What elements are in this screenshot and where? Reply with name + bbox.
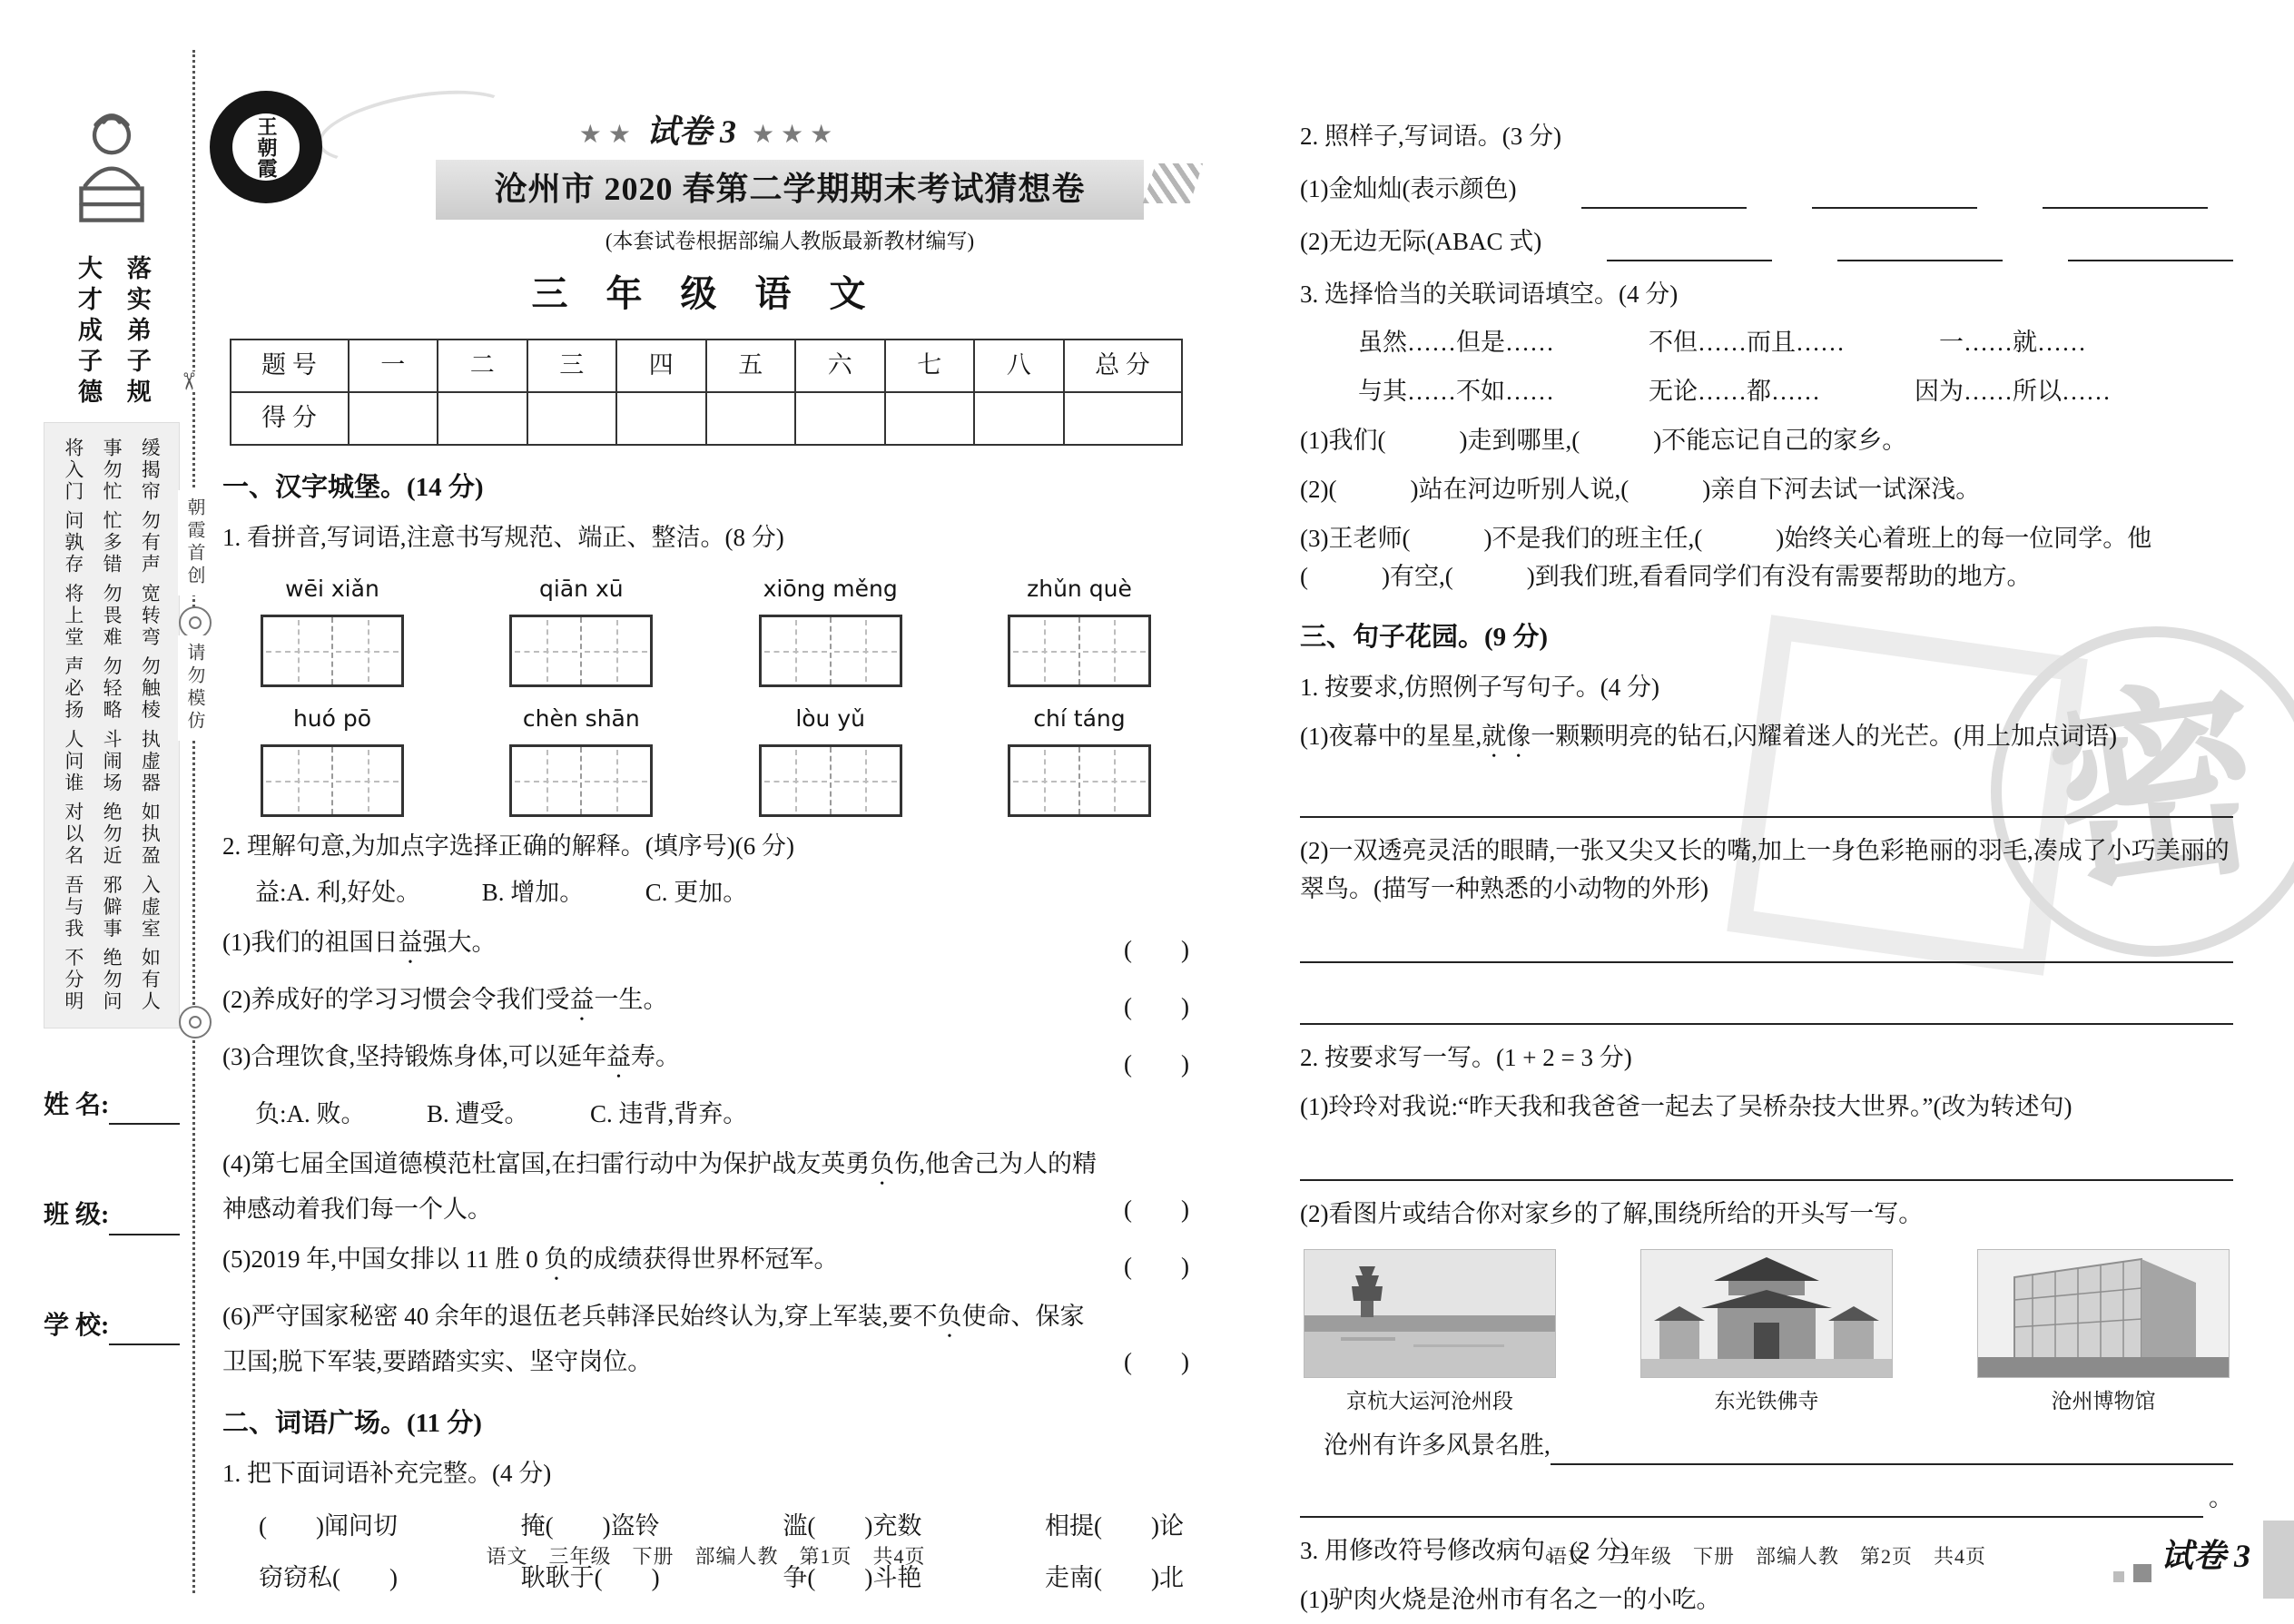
page1-footer: 语文 三年级 下册 部编人教 第1页 共4页 bbox=[486, 1545, 926, 1568]
answer-blank[interactable] bbox=[1837, 229, 2003, 261]
ornament-icon bbox=[179, 606, 212, 639]
badge-stars-left: ★ ★ bbox=[578, 121, 631, 149]
score-cell[interactable] bbox=[616, 392, 706, 445]
writing-grid bbox=[509, 744, 653, 817]
school-input-line[interactable] bbox=[109, 1313, 180, 1345]
writing-grid bbox=[759, 615, 902, 687]
pinyin-group bbox=[261, 702, 404, 817]
school-field bbox=[44, 1306, 180, 1345]
pinyin-label: lòu yǔ bbox=[795, 704, 865, 732]
exam-title: 沧州市 2020 春第二学期期末考试猜想卷 bbox=[494, 170, 1086, 207]
question-text: 3. 用修改符号修改病句。(2 分) bbox=[1300, 1536, 1629, 1564]
badge-label: 试卷 3 bbox=[645, 113, 736, 150]
grid-cell[interactable] bbox=[1078, 747, 1148, 814]
item-text: (4)第七届全国道德模范杜富国,在扫雷行动中为保护战友英勇负伤,他舍己为人的精神感动着我们每一个人。 bbox=[222, 1150, 1097, 1224]
pinyin-group bbox=[1008, 702, 1151, 817]
question-text: 1. 看拼音,写词语,注意书写规范、端正、整洁。(8 分) bbox=[222, 524, 784, 552]
pinyin-label: xiōng měng bbox=[763, 576, 898, 603]
ornament-icon bbox=[179, 1006, 212, 1038]
pinyin-label: wēi xiǎn bbox=[285, 576, 379, 603]
blank-fill-line bbox=[1300, 223, 2233, 261]
boy-illustration bbox=[44, 109, 180, 248]
pinyin-group bbox=[759, 572, 902, 687]
exam-subtitle: (本套试卷根据部编人教版最新教材编写) bbox=[605, 229, 975, 252]
score-header-cell: 总 分 bbox=[1064, 340, 1182, 392]
writing-grid bbox=[1008, 615, 1151, 687]
grid-cell[interactable] bbox=[512, 747, 580, 814]
corner-label: 试卷 3 bbox=[2160, 1538, 2250, 1575]
score-header-cell: 一 bbox=[349, 340, 438, 392]
pinyin-group bbox=[1008, 572, 1151, 687]
score-table-header-row bbox=[231, 340, 1182, 392]
item-text: (3)合理饮食,坚持锻炼身体,可以延年益寿。 bbox=[222, 1043, 680, 1071]
photo-caption: 东光铁佛寺 bbox=[1714, 1390, 1819, 1413]
grid-cell[interactable] bbox=[331, 747, 401, 814]
conjunction-options bbox=[1300, 373, 2233, 411]
score-cell[interactable] bbox=[706, 392, 796, 445]
hometown-photos bbox=[1300, 1249, 2233, 1418]
exercise-item bbox=[222, 1298, 1189, 1382]
item-text: (1)我们的祖国日益强大。 bbox=[222, 929, 497, 957]
word-completion-row bbox=[222, 1501, 1189, 1553]
section2-heading: 二、词语广场。(11 分) bbox=[222, 1408, 482, 1438]
bracket-answer[interactable]: ( ) bbox=[1124, 993, 1189, 1021]
word-item[interactable]: 窃窃私( ) bbox=[259, 1564, 398, 1592]
question-text: 1. 按要求,仿照例子写句子。(4 分) bbox=[1300, 674, 1659, 702]
section3-heading: 三、句子花园。(9 分) bbox=[1300, 623, 1549, 653]
corner-square-small bbox=[2113, 1571, 2124, 1582]
grid-cell[interactable] bbox=[331, 617, 401, 684]
logo-text: 王朝霞 bbox=[255, 115, 279, 179]
pinyin-row-1 bbox=[222, 572, 1189, 687]
item-text: (5)2019 年,中国女排以 11 胜 0 负的成绩获得世界杯冠军。 bbox=[222, 1245, 839, 1273]
class-label: 班 级: bbox=[44, 1201, 110, 1230]
question-text: 1. 把下面词语补充完整。(4 分) bbox=[222, 1459, 552, 1487]
grid-cell[interactable] bbox=[263, 617, 331, 684]
grid-cell[interactable] bbox=[263, 747, 331, 814]
item-text: (1)金灿灿(表示颜色) bbox=[1300, 174, 1517, 202]
score-cell[interactable] bbox=[349, 392, 438, 445]
conjunction-options bbox=[1300, 324, 2233, 362]
grid-cell[interactable] bbox=[762, 617, 830, 684]
option: 不但……而且…… bbox=[1649, 329, 1845, 357]
sidebar bbox=[44, 109, 180, 1029]
score-cell[interactable] bbox=[974, 392, 1064, 445]
score-cell[interactable] bbox=[795, 392, 885, 445]
grid-cell[interactable] bbox=[580, 617, 650, 684]
word-completion-row bbox=[222, 1552, 1189, 1605]
score-header-cell: 题 号 bbox=[231, 340, 349, 392]
class-input-line[interactable] bbox=[109, 1203, 180, 1235]
pinyin-group bbox=[759, 702, 902, 817]
item-text: (6)严守国家秘密 40 余年的退伍老兵韩泽民始终认为,穿上军装,要不负使命、保家卫国;脱下军装,要踏踏实实、坚守岗位。 bbox=[222, 1302, 1085, 1375]
answer-line[interactable] bbox=[1300, 978, 2233, 1025]
word-item[interactable]: 掩( )盗铃 bbox=[520, 1511, 660, 1540]
motto-line: 大才成子德 bbox=[74, 254, 102, 409]
item-text: (2)养成好的学习习惯会令我们受益一生。 bbox=[222, 986, 668, 1014]
watermark-char: 密 bbox=[2036, 661, 2276, 920]
period-mark: 。 bbox=[2209, 1484, 2233, 1512]
pinyin-group bbox=[509, 702, 653, 817]
rules-column: 缓揭帘 勿有声 宽转弯 勿触棱 执虚器 如执盈 入虚室 如有人 bbox=[139, 437, 162, 1013]
word-item[interactable]: 走南( )北 bbox=[1045, 1564, 1184, 1592]
photo-temple bbox=[1640, 1249, 1893, 1418]
writing-grid bbox=[509, 615, 653, 687]
exercise-item bbox=[222, 981, 1189, 1027]
exercise-item: (1)我们( )走到哪里,( )不能忘记自己的家乡。 bbox=[1300, 427, 1907, 455]
question-text: 2. 理解句意,为加点字选择正确的解释。(填序号)(6 分) bbox=[222, 832, 794, 860]
exercise-item: (2)( )站在河边听别人说,( )亲自下河去试一试深浅。 bbox=[1300, 475, 1981, 503]
vertical-note-2: 请勿模仿 bbox=[178, 635, 210, 741]
bracket-answer[interactable]: ( ) bbox=[1124, 1196, 1189, 1224]
score-header-cell: 四 bbox=[616, 340, 706, 392]
writing-grid bbox=[261, 615, 404, 687]
exercise-item: (2)看图片或结合你对家乡的了解,围绕所给的开头写一写。 bbox=[1300, 1199, 1924, 1227]
option: 一……就…… bbox=[1939, 329, 2086, 357]
exercise-item: (1)驴肉火烧是沧州市有名之一的小吃。 bbox=[1300, 1585, 1721, 1613]
option: 因为……所以…… bbox=[1915, 378, 2111, 406]
answer-blank[interactable] bbox=[1607, 229, 1772, 261]
grid-cell[interactable] bbox=[830, 747, 900, 814]
score-header-cell: 二 bbox=[438, 340, 527, 392]
pinyin-group bbox=[509, 572, 653, 687]
prompt-text: 沧州有许多风景名胜, bbox=[1324, 1432, 1551, 1460]
scissors-icon: ✂ bbox=[170, 371, 206, 391]
fold-dotted-line bbox=[192, 50, 195, 1593]
answer-line[interactable] bbox=[1551, 1432, 2233, 1465]
word-item[interactable]: 耿耿于( ) bbox=[520, 1564, 660, 1592]
word-item[interactable]: ( )闻问切 bbox=[259, 1511, 398, 1540]
name-input-line[interactable] bbox=[109, 1092, 180, 1125]
answer-blank[interactable] bbox=[2068, 229, 2233, 261]
photo-caption: 京杭大运河沧州段 bbox=[1346, 1390, 1513, 1413]
name-field bbox=[44, 1086, 180, 1125]
corner-square-large bbox=[2133, 1564, 2151, 1582]
exam-title-band bbox=[436, 160, 1144, 220]
answer-blank[interactable] bbox=[1581, 176, 1747, 209]
exercise-item: (2)一双透亮灵活的眼睛,一张又尖又长的嘴,加上一身色彩艳丽的羽毛,凑成了小巧美丽的翠鸟。(描写一种熟悉的小动物的外形) bbox=[1300, 837, 2230, 903]
grid-cell[interactable] bbox=[1010, 747, 1078, 814]
answer-blank[interactable] bbox=[2043, 176, 2208, 209]
writing-grid bbox=[261, 744, 404, 817]
answer-line[interactable] bbox=[1300, 916, 2233, 963]
hatch-decoration bbox=[1143, 163, 1203, 203]
option-line: 益:A. 利,好处。 B. 增加。 C. 更加。 bbox=[255, 879, 748, 907]
score-cell[interactable] bbox=[438, 392, 527, 445]
corner-label-group bbox=[2113, 1531, 2250, 1582]
canal-photo-image bbox=[1304, 1249, 1556, 1378]
temple-photo-image bbox=[1640, 1249, 1893, 1378]
exercise-item: (3)王老师( )不是我们的班主任,( )始终关心着班上的每一位同学。他( )有空,( )到我们班,看看同学们有没有需要帮助的地方。 bbox=[1300, 524, 2152, 590]
exercise-item bbox=[222, 1038, 1189, 1084]
school-label: 学 校: bbox=[44, 1311, 110, 1340]
pinyin-group bbox=[261, 572, 404, 687]
grid-cell[interactable] bbox=[512, 617, 580, 684]
score-cell[interactable] bbox=[527, 392, 617, 445]
prompt-line bbox=[1300, 1427, 2233, 1465]
photo-museum bbox=[1977, 1249, 2230, 1418]
pinyin-row-2 bbox=[222, 702, 1189, 817]
score-table-score-row bbox=[231, 392, 1182, 445]
word-item[interactable]: 争( )斗艳 bbox=[783, 1564, 922, 1592]
option-line: 负:A. 败。 B. 遭受。 C. 违背,背弃。 bbox=[255, 1100, 748, 1128]
museum-photo-image bbox=[1977, 1249, 2230, 1378]
question-text: 2. 按要求写一写。(1 + 2 = 3 分) bbox=[1300, 1043, 1632, 1071]
option: 无论……都…… bbox=[1649, 378, 1820, 406]
word-item[interactable]: 相提( )论 bbox=[1045, 1511, 1184, 1540]
writing-grid bbox=[759, 744, 902, 817]
bracket-answer[interactable]: ( ) bbox=[1124, 1347, 1189, 1375]
exercise-item bbox=[222, 1146, 1189, 1229]
score-cell[interactable] bbox=[885, 392, 975, 445]
answer-blank[interactable] bbox=[1812, 176, 1977, 209]
score-table bbox=[230, 339, 1183, 446]
score-header-cell: 八 bbox=[974, 340, 1064, 392]
question-text: 3. 选择恰当的关联词语填空。(4 分) bbox=[1300, 280, 1679, 308]
wangzhaoxia-logo bbox=[210, 91, 322, 203]
page2-footer: 语文 三年级 下册 部编人教 第2页 共4页 bbox=[1546, 1545, 1986, 1568]
motto-line: 落实弟子规 bbox=[123, 254, 151, 409]
word-item[interactable]: 滥( )充数 bbox=[783, 1511, 922, 1540]
rules-column: 事勿忙 忙多错 勿畏难 勿轻略 斗闹场 绝勿近 邪僻事 绝勿问 bbox=[101, 437, 123, 1013]
pinyin-label: huó pō bbox=[292, 704, 372, 732]
grid-cell[interactable] bbox=[580, 747, 650, 814]
option: 与其……不如…… bbox=[1358, 378, 1554, 406]
class-field bbox=[44, 1196, 180, 1235]
blank-fill-line bbox=[1300, 171, 2233, 209]
subject-title: 三 年 级 语 文 bbox=[531, 273, 881, 315]
score-header-cell: 五 bbox=[706, 340, 796, 392]
motto bbox=[44, 255, 180, 409]
photo-caption: 沧州博物馆 bbox=[2051, 1390, 2156, 1413]
exercise-item: (1)玲玲对我说:“昨天我和我爸爸一起去了吴桥杂技大世界。”(改为转述句) bbox=[1300, 1092, 2072, 1120]
exercise-item bbox=[222, 924, 1189, 969]
answer-line[interactable] bbox=[1300, 1471, 2203, 1518]
grid-cell[interactable] bbox=[1078, 617, 1148, 684]
pinyin-label: chèn shān bbox=[522, 704, 640, 732]
page-1 bbox=[222, 107, 1189, 1605]
option: 虽然……但是…… bbox=[1358, 329, 1554, 357]
score-header-cell: 六 bbox=[795, 340, 885, 392]
question-text: 2. 照样子,写词语。(3 分) bbox=[1300, 123, 1561, 150]
student-info-fields bbox=[44, 1086, 180, 1416]
dizigui-rules bbox=[44, 422, 180, 1029]
section1-heading: 一、汉字城堡。(14 分) bbox=[222, 473, 484, 503]
photo-canal bbox=[1304, 1249, 1556, 1418]
bracket-answer[interactable]: ( ) bbox=[1124, 1253, 1189, 1281]
name-label: 姓 名: bbox=[44, 1091, 110, 1119]
answer-line[interactable] bbox=[1300, 771, 2233, 818]
badge-stars-right: ★ ★ ★ bbox=[751, 121, 833, 149]
rules-column: 将入门 问孰存 将上堂 声必扬 人问谁 对以名 吾与我 不分明 bbox=[62, 437, 84, 1013]
grid-cell[interactable] bbox=[830, 617, 900, 684]
score-header-cell: 七 bbox=[885, 340, 975, 392]
score-header-cell: 三 bbox=[527, 340, 617, 392]
exercise-item bbox=[222, 1241, 1189, 1286]
answer-line[interactable] bbox=[1300, 1134, 2233, 1181]
pinyin-label: chí táng bbox=[1033, 704, 1126, 732]
bracket-answer[interactable]: ( ) bbox=[1124, 936, 1189, 964]
answer-line-with-period bbox=[1300, 1471, 2233, 1518]
corner-shade bbox=[2263, 1521, 2294, 1599]
grid-cell[interactable] bbox=[1010, 617, 1078, 684]
exercise-item: (1)夜幕中的星星,就像一颗颗明亮的钻石,闪耀着迷人的光芒。(用上加点词语) bbox=[1300, 723, 2117, 751]
page-2 bbox=[1300, 107, 2233, 1624]
bracket-answer[interactable]: ( ) bbox=[1124, 1050, 1189, 1078]
score-cell[interactable] bbox=[1064, 392, 1182, 445]
vertical-note-1: 朝霞首创 bbox=[178, 490, 210, 595]
item-text: (2)无边无际(ABAC 式) bbox=[1300, 227, 1542, 255]
score-row-label: 得 分 bbox=[231, 392, 349, 445]
writing-grid bbox=[1008, 744, 1151, 817]
pinyin-label: qiān xū bbox=[539, 576, 624, 603]
pinyin-label: zhǔn què bbox=[1027, 576, 1132, 603]
grid-cell[interactable] bbox=[762, 747, 830, 814]
